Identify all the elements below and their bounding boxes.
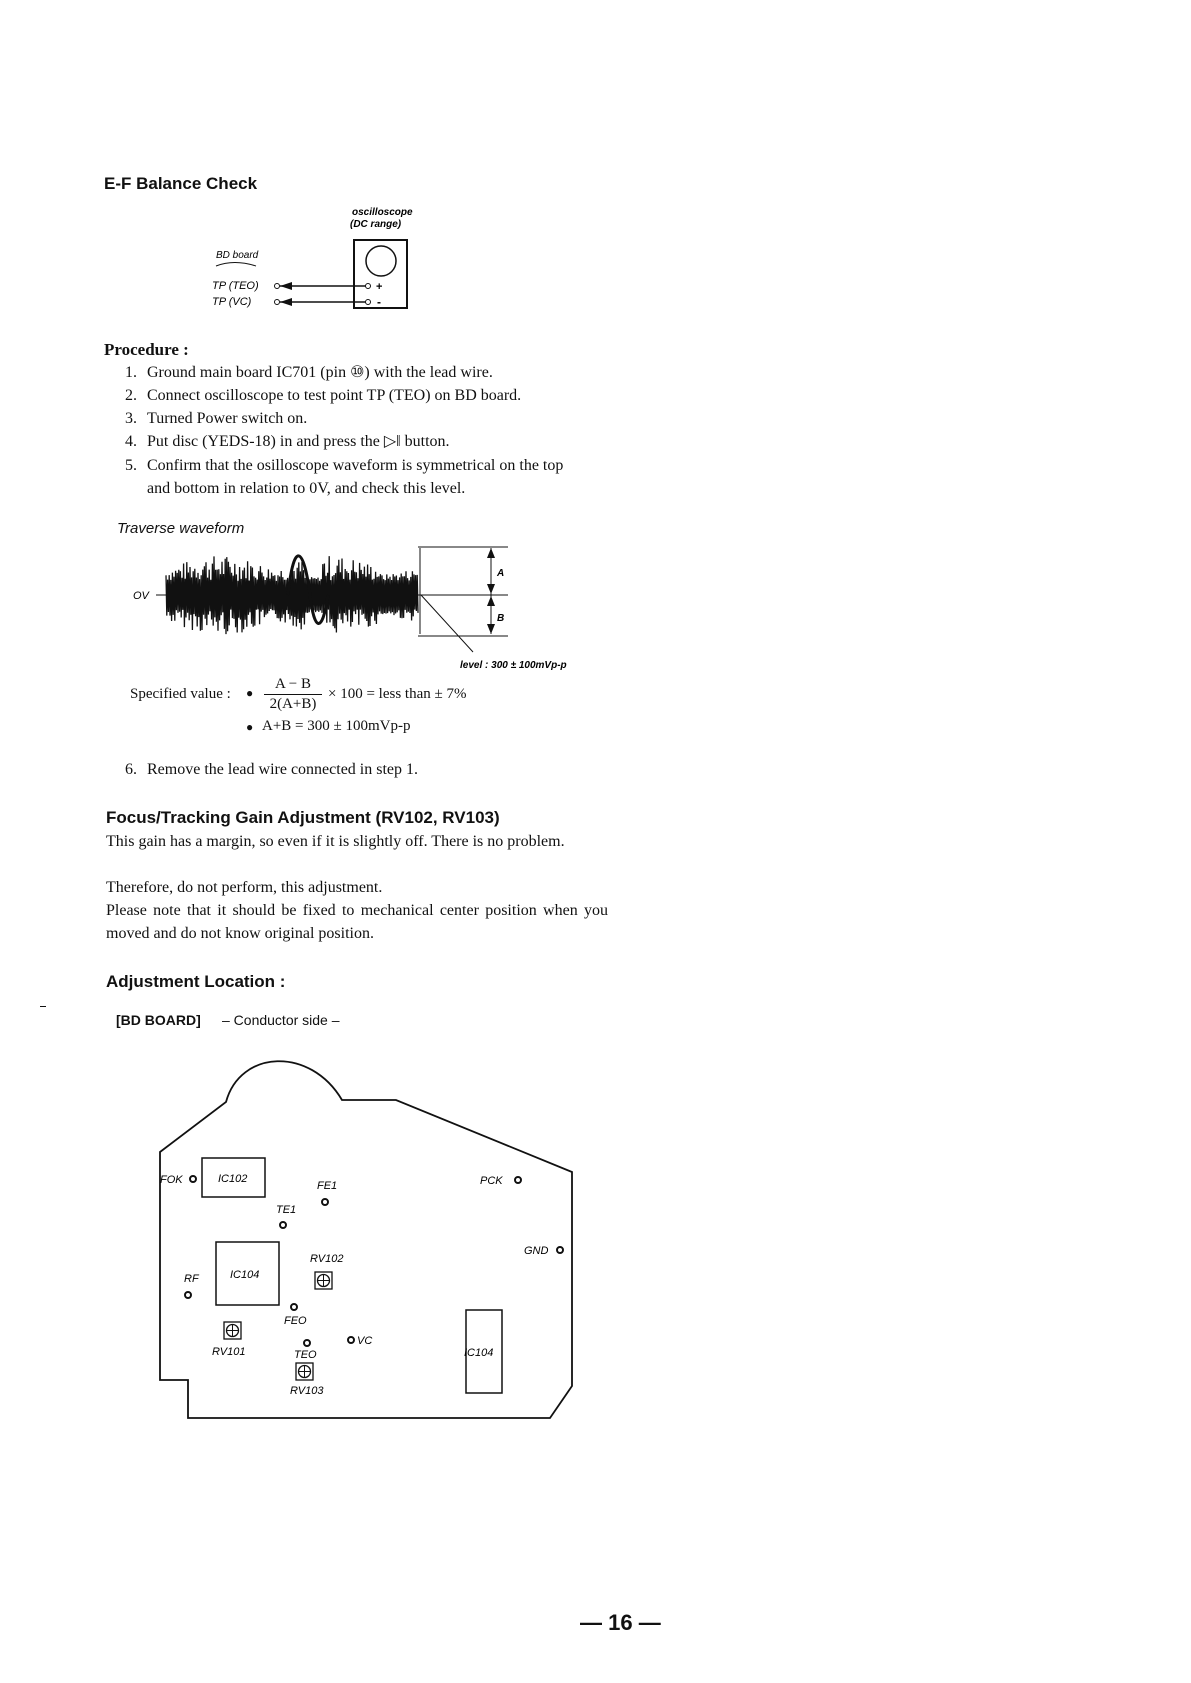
step-number: 4. [125, 433, 137, 450]
step-text: Turned Power switch on. [147, 410, 308, 427]
rv101-label: RV101 [212, 1346, 246, 1358]
bd-board-heading: [BD BOARD] [116, 1012, 201, 1028]
step-number: 2. [125, 387, 137, 404]
scope-label-1: oscilloscope [352, 207, 413, 218]
step-text: Ground main board IC701 (pin ⑩) with the lead wire. [147, 364, 493, 381]
step-number: 6. [125, 761, 137, 778]
tp-teo-label: TP (TEO) [212, 280, 259, 292]
bullet-icon: ● [246, 720, 254, 734]
feo-testpoint-icon [291, 1304, 297, 1310]
teo-testpoint-icon [304, 1340, 310, 1346]
section-title-adjustment-location: Adjustment Location : [106, 972, 286, 991]
fraction-denominator: 2(A+B) [269, 696, 317, 712]
pck-label: PCK [480, 1175, 503, 1187]
ic104-right-label: IC104 [464, 1347, 494, 1359]
fraction-bar [264, 694, 322, 695]
focus-para-3: Please note that it should be fixed to mechanical center position when you moved and do not know original position. [106, 902, 608, 942]
section-title-focus-tracking: Focus/Tracking Gain Adjustment (RV102, RV103) [106, 808, 500, 827]
step-number: 5. [125, 457, 137, 474]
step-text: Confirm that the osilloscope waveform is symmetrical on the top and bottom in relation to 0V, and check this level. [147, 457, 564, 497]
rf-testpoint-icon [185, 1292, 191, 1298]
te1-label: TE1 [276, 1204, 297, 1216]
oscilloscope-screen-icon [366, 246, 396, 276]
oscilloscope-connection-diagram [200, 204, 430, 314]
spec-label: Specified value : [130, 686, 231, 702]
ic102-label: IC102 [218, 1173, 248, 1185]
rv102-potentiometer-icon [315, 1272, 332, 1289]
bullet-icon: ● [246, 686, 254, 700]
level-label: level : 300 ± 100mVp-p [460, 660, 567, 671]
step-text: Remove the lead wire connected in step 1. [147, 761, 419, 778]
spec-second-line: A+B = 300 ± 100mVp-p [262, 718, 411, 734]
gnd-testpoint-icon [557, 1247, 563, 1253]
minus-terminal: - [377, 295, 381, 309]
focus-para-2: Therefore, do not perform, this adjustment. [106, 879, 383, 896]
bd-board-diagram [150, 1040, 580, 1440]
step-text: Put disc (YEDS-18) in and press the ▷‖ button. [147, 433, 450, 450]
conductor-side-label: – Conductor side – [222, 1012, 340, 1028]
tp-vc-label: TP (VC) [212, 296, 252, 308]
step-number: 3. [125, 410, 137, 427]
rv103-potentiometer-icon [296, 1363, 313, 1380]
vc-testpoint-icon [348, 1337, 354, 1343]
ov-label: OV [133, 590, 149, 602]
a-label: A [497, 568, 505, 579]
page-number: — 16 — [580, 1610, 661, 1635]
feo-label: FEO [284, 1315, 307, 1327]
te1-testpoint-icon [280, 1222, 286, 1228]
fe1-testpoint-icon [322, 1199, 328, 1205]
procedure-heading: Procedure : [104, 340, 189, 359]
waveform-trace [166, 556, 418, 634]
board-outline [160, 1061, 572, 1418]
rf-label: RF [184, 1273, 199, 1285]
fe1-label: FE1 [317, 1180, 338, 1192]
fraction-numerator: A − B [275, 676, 311, 692]
scope-label-2: (DC range) [350, 219, 402, 230]
plus-terminal: + [376, 281, 383, 293]
focus-para-1: This gain has a margin, so even if it is slightly off. There is no problem. [106, 833, 565, 850]
gnd-label: GND [524, 1245, 549, 1257]
step-number: 1. [125, 364, 137, 381]
bd-board-label: BD board [216, 250, 259, 261]
rv103-label: RV103 [290, 1385, 324, 1397]
fok-testpoint-icon [190, 1176, 196, 1182]
teo-label: TEO [294, 1349, 317, 1361]
margin-mark [40, 1006, 46, 1007]
traverse-waveform-figure [128, 540, 608, 680]
fok-label: FOK [160, 1174, 183, 1186]
vc-label: VC [357, 1335, 373, 1347]
rv101-potentiometer-icon [224, 1322, 241, 1339]
waveform-title: Traverse waveform [117, 520, 245, 537]
section-title-ef-balance: E-F Balance Check [104, 174, 258, 193]
ic104-label: IC104 [230, 1269, 260, 1281]
pck-testpoint-icon [515, 1177, 521, 1183]
step-text: Connect oscilloscope to test point TP (TEO) on BD board. [147, 387, 522, 404]
b-label: B [497, 613, 505, 624]
formula-tail: × 100 = less than ± 7% [328, 686, 467, 702]
rv102-label: RV102 [310, 1253, 344, 1265]
